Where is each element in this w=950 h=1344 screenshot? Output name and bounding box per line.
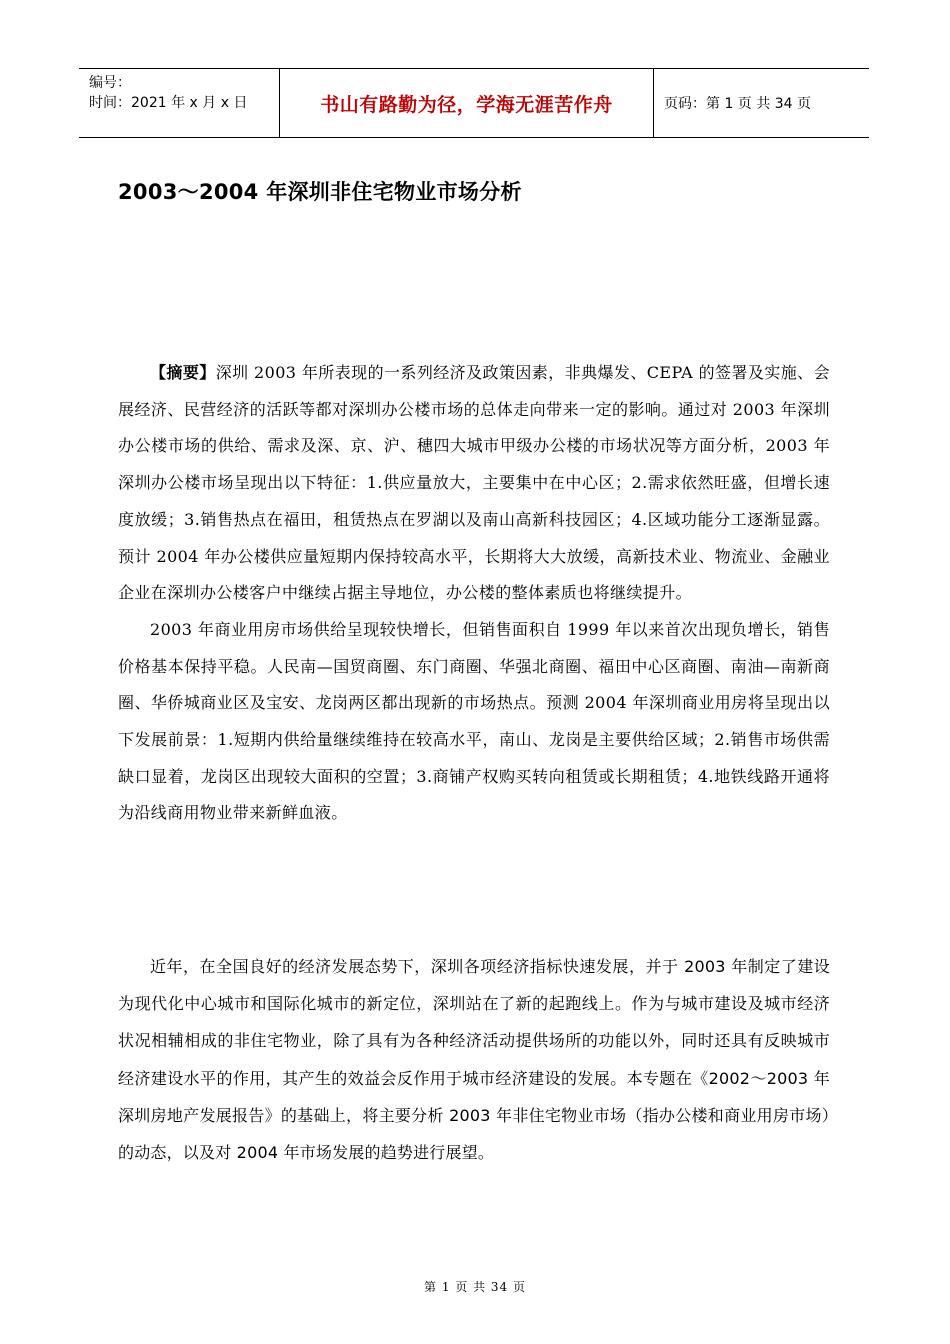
- page-footer: 第 1 页 共 34 页: [424, 1280, 526, 1294]
- document-title: 2003～2004 年深圳非住宅物业市场分析: [118, 180, 522, 204]
- intro-section: [118, 948, 830, 1171]
- code-label: 编号：: [89, 75, 131, 91]
- header-page-info: 页码：第 1 页 共 34 页: [664, 96, 811, 112]
- abstract-paragraph-1: [118, 355, 830, 612]
- time-label: 时间：2021 年 x 月 x 日: [89, 95, 248, 111]
- intro-paragraph: 近年，在全国良好的经济发展态势下，深圳各项经济指标快速发展，并于 2003 年制定了建设为现代化中心城市和国际化城市的新定位，深圳站在了新的起跑线上。作为与城市建设及城市经济状况相辅相成的非住宅物业，除了具有为各种经济活动提供场所的功能以外，同时还具有反映城市经济建设水平的作用，其产生的效益会反作用于城市经济建设的发展。本专题在《2002～2003 年深圳房地产发展报告》的基础上，将主要分析 2003 年非住宅物业市场（指办公楼和商业用房市场）的动态，以及对 2004 年市场发展的趋势进行展望。: [118, 957, 830, 1163]
- abstract-text-1: 深圳 2003 年所表现的一系列经济及政策因素，非典爆发、CEPA 的签署及实施、会展经济、民营经济的活跃等都对深圳办公楼市场的总体走向带来一定的影响。通过对 2003 年深圳办公楼市场的供给、需求及深、京、沪、穗四大城市甲级办公楼的市场状况等方面分析，2003 年深圳办公楼市场呈现出以下特征：1.供应量放大，主要集中在中心区；2.需求依然旺盛，但增长速度放缓；3.销售热点在福田，租赁热点在罗湖以及南山高新科技园区；4.区域功能分工逐渐显露。预计 2004 年办公楼供应量短期内保持较高水平，长期将大大放缓，高新技术业、物流业、金融业企业在深圳办公楼客户中继续占据主导地位，办公楼的整体素质也将继续提升。: [118, 363, 830, 603]
- header-meta: [79, 69, 280, 137]
- abstract-section: [118, 355, 830, 832]
- header-motto: 书山有路勤为径，学海无涯苦作舟: [280, 69, 654, 137]
- abstract-label: 【摘要】: [150, 363, 216, 382]
- abstract-paragraph-2: 2003 年商业用房市场供给呈现较快增长，但销售面积自 1999 年以来首次出现负增长，销售价格基本保持平稳。人民南—国贸商圈、东门商圈、华强北商圈、福田中心区商圈、南油—南新商圈、华侨城商业区及宝安、龙岗两区都出现新的市场热点。预测 2004 年深圳商业用房将呈现出以下发展前景：1.短期内供给量继续维持在较高水平，南山、龙岗是主要供给区域；2.销售市场供需缺口显着，龙岗区出现较大面积的空置；3.商铺产权购买转向租赁或长期租赁；4.地铁线路开通将为沿线商用物业带来新鲜血液。: [118, 619, 830, 823]
- page-header: [79, 68, 869, 138]
